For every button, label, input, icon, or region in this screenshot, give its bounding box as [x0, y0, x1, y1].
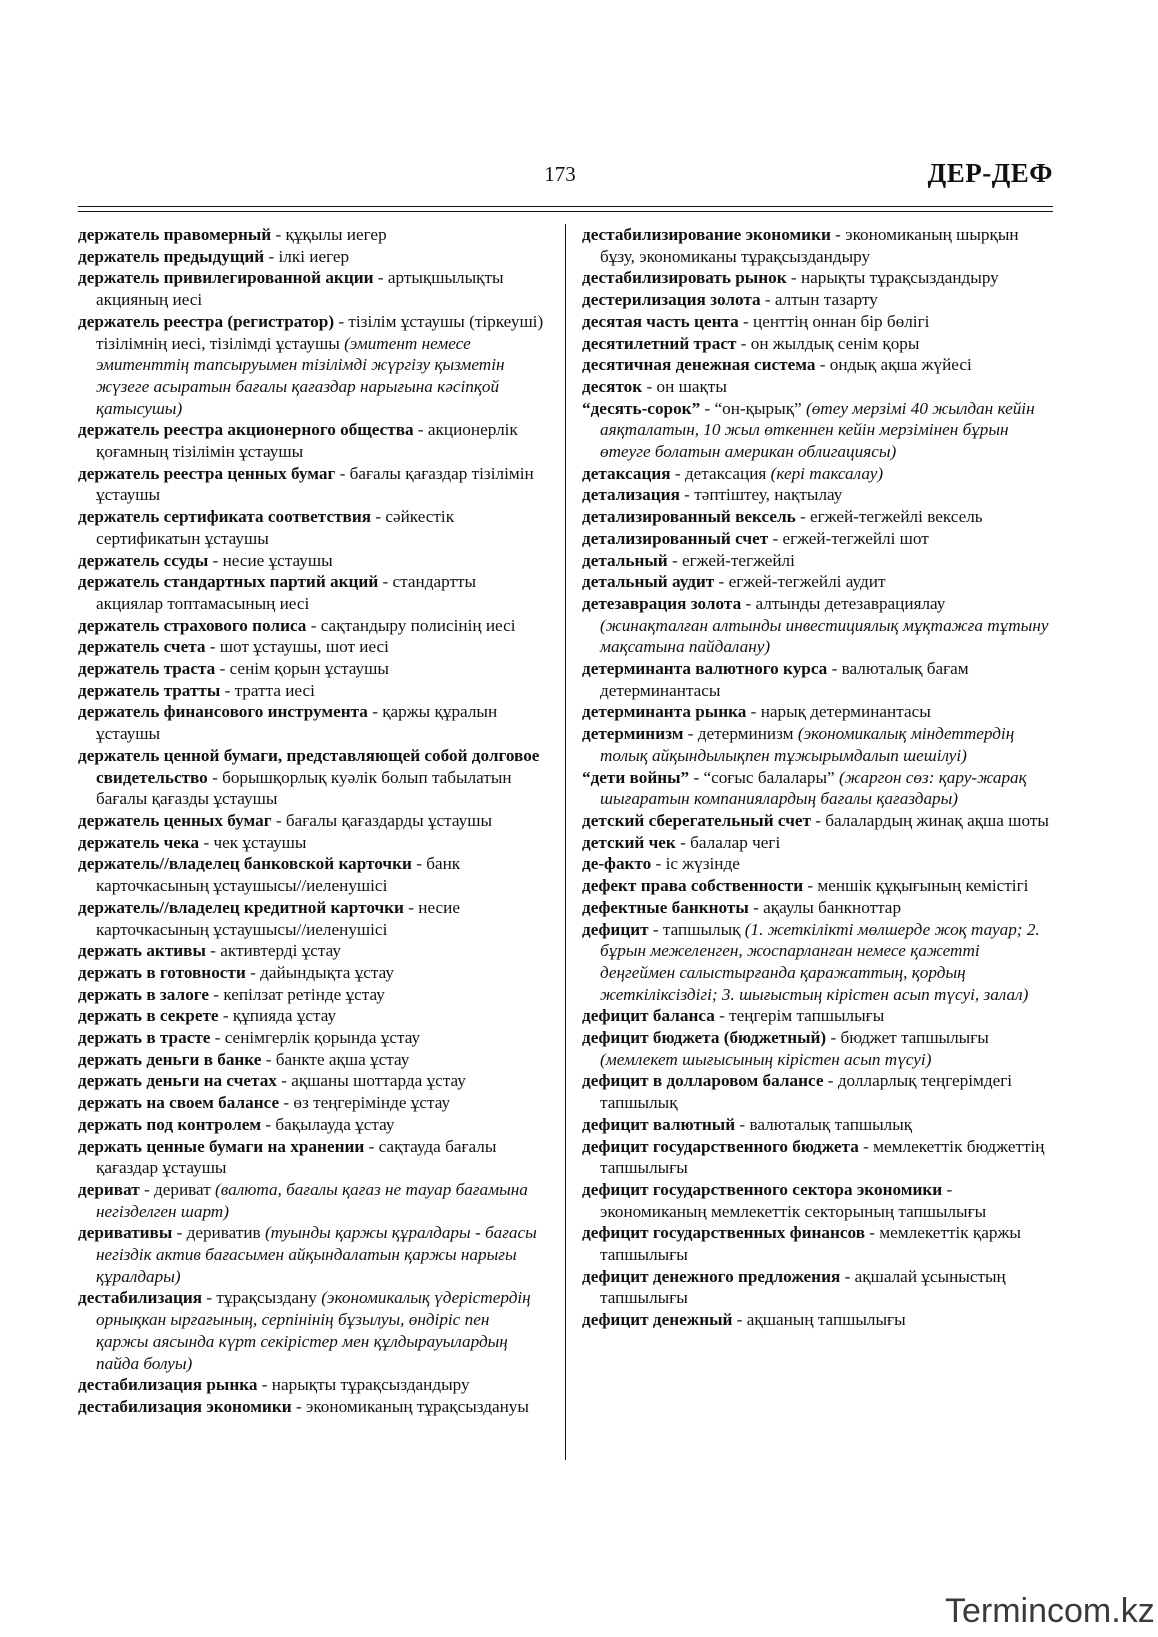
entry-definition: - құпияда ұстау — [218, 1006, 337, 1026]
entry-definition: - артықшылықты акцияның иесі — [96, 268, 504, 310]
dictionary-entry — [582, 875, 1054, 897]
entry-definition: - тізілім ұстаушы (тіркеуші) тізілімнің иесі, тізілімді ұстаушы — [96, 311, 544, 353]
entry-definition: - алтынды детезаврациялау — [741, 593, 946, 613]
dictionary-entry — [78, 701, 546, 744]
entry-term: дестабилизирование экономики — [582, 225, 831, 244]
entry-term: дефицит — [582, 919, 649, 939]
column-divider — [565, 224, 566, 1460]
entry-term: детерминанта валютного курса — [582, 659, 828, 679]
entry-definition: - бағалы қағаздар тізілімін ұстаушы — [96, 463, 534, 505]
entry-term: дефицит денежного предложения — [582, 1266, 841, 1286]
entry-term: дестабилизация — [78, 1288, 203, 1308]
dictionary-entry — [582, 853, 1054, 875]
entry-note: (мемлекет шығысының кірістен асып түсуі) — [600, 1049, 932, 1069]
dictionary-entry — [582, 832, 1054, 854]
entry-term: держатель страхового полиса — [78, 615, 307, 635]
dictionary-entry — [78, 832, 546, 854]
entry-term: держатель правомерный — [78, 225, 272, 244]
entry-term: держатель финансового инструмента — [78, 702, 368, 722]
dictionary-entry — [78, 897, 546, 940]
dictionary-entry — [582, 224, 1054, 267]
entry-term: держать в секрете — [78, 1006, 219, 1026]
entry-definition: - центтің оннан бір бөлігі — [738, 311, 930, 331]
entry-term: держать деньги в банке — [78, 1049, 262, 1069]
entry-term: “десять-сорок” — [582, 398, 701, 418]
entry-note: (экономикалық үдерістердің орнықкан ырғағының, серпінінің бұзылуы, өндіріс пен қаржы аясында күрт секірістер мен құлдырауылардың пайда болуы) — [96, 1288, 531, 1373]
dictionary-entry — [78, 463, 546, 506]
entry-definition: - несие ұстаушы — [208, 550, 333, 570]
entry-term: детализация — [582, 485, 680, 505]
dictionary-entry — [78, 962, 546, 984]
entry-term: держатель реестра (регистратор) — [78, 311, 335, 331]
entry-term: держать на своем балансе — [78, 1093, 280, 1113]
entry-definition: - чек ұстаушы — [199, 832, 307, 852]
dictionary-entry — [582, 289, 1054, 311]
entry-definition: - борышқорлық куәлік болып табылатын бағалы қағазды ұстаушы — [96, 767, 512, 809]
entry-term: держатель реестра акционерного общества — [78, 420, 414, 440]
entry-term: держатель ценных бумаг — [78, 810, 272, 830]
dictionary-entry — [78, 1287, 546, 1374]
entry-definition: - тұрақсыздану — [202, 1288, 322, 1308]
running-head: ДЕР-ДЕФ — [927, 158, 1053, 188]
entry-note: (валюта, бағалы қағаз не тауар бағамына негізделген шарт) — [96, 1179, 528, 1221]
entry-definition: - өз теңгерімінде ұстау — [279, 1093, 451, 1113]
entry-definition: - іс жүзінде — [651, 854, 740, 874]
entry-definition: - экономиканың мемлекеттік секторының тапшылығы — [600, 1179, 987, 1221]
entry-definition: - нарық детерминантасы — [746, 702, 931, 722]
dictionary-entry — [78, 1049, 546, 1071]
dictionary-entry — [78, 267, 546, 310]
page-number: 173 — [544, 162, 576, 186]
entry-definition: - сенімгерлік қорында ұстау — [210, 1028, 421, 1048]
dictionary-entry — [582, 701, 1054, 723]
dictionary-entry — [582, 463, 1054, 485]
entry-definition: - экономиканың тұрақсыздануы — [291, 1396, 529, 1416]
entry-definition: - ақшалай ұсыныстың тапшылығы — [600, 1266, 1006, 1308]
dictionary-entry — [582, 311, 1054, 333]
entry-definition: - “он-қырық” — [700, 398, 806, 418]
dictionary-entry — [78, 1222, 546, 1287]
entry-term: десяток — [582, 376, 643, 396]
dictionary-entry — [78, 1374, 546, 1396]
dictionary-entry — [582, 1114, 1054, 1136]
entry-definition: - егжей-тегжейлі аудит — [714, 572, 886, 592]
entry-definition: - меншік құқығының кемістігі — [803, 876, 1029, 896]
entry-definition: - егжей-тегжейлі шот — [768, 528, 929, 548]
entry-term: держать в готовности — [78, 962, 246, 982]
entry-definition: - шот ұстаушы, шот иесі — [205, 637, 389, 657]
entry-note: (1. жеткілікті мөлшерде жоқ тауар; 2. бұрын межеленген, жоспарланған немесе қажетті деңгеймен салыстырғанда қаражаттың, қордың жеткіліксіздігі; 3. шығыстың кірістен асып түсуі, залал) — [600, 919, 1040, 1004]
dictionary-entry — [78, 1114, 546, 1136]
dictionary-entry — [582, 571, 1054, 593]
entry-definition: - дайындықта ұстау — [245, 962, 394, 982]
entry-term: десятая часть цента — [582, 311, 739, 331]
entry-note: (эмитент немесе эмитенттің тапсыруымен тізілімді жүргізу қызметін жүзеге асыратын бағалы қағаздар нарығына кәсіпқой қатысушы) — [96, 333, 505, 418]
dictionary-entry — [582, 810, 1054, 832]
dictionary-entry — [78, 615, 546, 637]
dictionary-entry — [582, 376, 1054, 398]
entry-definition: - акционерлік қоғамның тізілімін ұстаушы — [96, 420, 518, 462]
entry-term: держать в залоге — [78, 984, 209, 1004]
entry-term: держать под контролем — [78, 1114, 262, 1134]
entry-definition: - несие карточкасының ұстаушысы//иеленушісі — [96, 897, 460, 939]
entry-term: деривативы — [78, 1223, 173, 1243]
entry-definition: - мемлекеттік қаржы тапшылығы — [600, 1223, 1021, 1265]
header-rule-bottom — [78, 211, 1053, 212]
entry-term: “дети войны” — [582, 767, 690, 787]
entry-definition: - ондық ақша жүйесі — [815, 355, 972, 375]
entry-definition: - егжей-тегжейлі вексель — [795, 507, 983, 527]
entry-definition: - он шақты — [642, 376, 727, 396]
dictionary-entry — [78, 853, 546, 896]
entry-term: держатель предыдущий — [78, 246, 265, 266]
entry-term: держатель привилегированной акции — [78, 268, 374, 288]
entry-term: держатель стандартных партий акций — [78, 572, 379, 592]
entry-definition: - ілкі иегер — [264, 246, 350, 266]
entry-definition: - егжей-тегжейлі — [667, 550, 795, 570]
dictionary-entry — [78, 246, 546, 268]
dictionary-entry — [582, 528, 1054, 550]
dictionary-entry — [78, 1092, 546, 1114]
entry-term: дестабилизация экономики — [78, 1396, 292, 1416]
entry-definition: - бағалы қағаздарды ұстаушы — [271, 810, 493, 830]
entry-definition: - балалар чегі — [675, 832, 781, 852]
dictionary-entry — [582, 919, 1054, 1006]
entry-term: дефицит денежный — [582, 1310, 733, 1330]
entry-definition: - дериват — [139, 1179, 216, 1199]
entry-definition: - детерминизм — [683, 724, 798, 744]
dictionary-entry — [582, 1005, 1054, 1027]
entry-term: держатель ссуды — [78, 550, 209, 570]
entry-term: детализированный вексель — [582, 507, 796, 527]
entry-term: дефект права собственности — [582, 876, 804, 896]
dictionary-entry — [78, 506, 546, 549]
dictionary-entry — [582, 1266, 1054, 1309]
dictionary-entry — [78, 1136, 546, 1179]
dictionary-entry — [78, 1179, 546, 1222]
entry-term: детальный — [582, 550, 668, 570]
entry-term: детерминанта рынка — [582, 702, 747, 722]
entry-definition: - банкте ақша ұстау — [261, 1049, 410, 1069]
dictionary-entry — [78, 571, 546, 614]
entry-term: дефицит валютный — [582, 1114, 736, 1134]
entry-definition: - кепілзат ретінде ұстау — [209, 984, 385, 1004]
entry-definition: - нарықты тұрақсыздандыру — [257, 1375, 470, 1395]
entry-definition: - алтын тазарту — [760, 290, 878, 310]
entry-definition: - ақшаны шоттарда ұстау — [276, 1071, 466, 1091]
entry-term: дефицит бюджета (бюджетный) — [582, 1028, 827, 1048]
entry-term: держатель//владелец банковской карточки — [78, 854, 412, 874]
entry-definition: - ақаулы банкноттар — [748, 897, 902, 917]
entry-note: (туынды қаржы құралдары - бағасы негіздік актив бағасымен айқындалатын қаржы нарығы құралдары) — [96, 1223, 537, 1286]
dictionary-entry — [78, 311, 546, 420]
dictionary-entry — [78, 1005, 546, 1027]
dictionary-entry — [582, 333, 1054, 355]
entry-term: дефектные банкноты — [582, 897, 749, 917]
dictionary-entry — [582, 1027, 1054, 1070]
entry-definition: - теңгерім тапшылығы — [714, 1006, 885, 1026]
entry-term: детаксация — [582, 463, 671, 483]
entry-note: (жаргон сөз: қару-жарақ шығаратын компаниялардың бағалы қағаздары) — [600, 767, 1027, 809]
entry-definition: - нарықты тұрақсыздандыру — [786, 268, 999, 288]
dictionary-entry — [78, 1396, 546, 1418]
dictionary-entry — [582, 1222, 1054, 1265]
dictionary-entry — [582, 1070, 1054, 1113]
entry-definition: - долларлық теңгерімдегі тапшылық — [600, 1071, 1013, 1113]
entry-term: дестабилизация рынка — [78, 1375, 258, 1395]
entry-term: десятилетний траст — [582, 333, 737, 353]
entry-definition: - активтерді ұстау — [205, 941, 341, 961]
dictionary-entry — [78, 224, 546, 246]
entry-term: дефицит в долларовом балансе — [582, 1071, 824, 1091]
entry-definition: - мемлекеттік бюджеттің тапшылығы — [600, 1136, 1045, 1178]
entry-term: дестабилизировать рынок — [582, 268, 787, 288]
dictionary-entry — [78, 658, 546, 680]
dictionary-entry — [78, 810, 546, 832]
entry-definition: - тратта иесі — [220, 680, 315, 700]
entry-definition: - экономиканың шырқын бұзу, экономиканы тұрақсыздандыру — [600, 225, 1019, 266]
entry-term: детализированный счет — [582, 528, 769, 548]
dictionary-entry — [582, 398, 1054, 463]
termincom-logo: Termincom.kz — [945, 1592, 1155, 1630]
entry-term: держатель ценной бумаги, представляющей собой долговое свидетельство — [78, 745, 540, 787]
entry-term: детский сберегательный счет — [582, 810, 811, 830]
entry-definition: - стандартты акциялар топтамасының иесі — [96, 572, 477, 613]
entry-definition: - “соғыс балалары” — [689, 767, 839, 787]
entry-definition: - сәйкестік сертификатын ұстаушы — [96, 507, 455, 548]
entry-term: держатель реестра ценных бумаг — [78, 463, 336, 483]
right-column — [582, 224, 1054, 1331]
entry-term: детский чек — [582, 832, 676, 852]
entry-term: держатель сертификата соответствия — [78, 507, 372, 527]
dictionary-entry — [78, 550, 546, 572]
dictionary-entry — [582, 723, 1054, 766]
dictionary-entry — [582, 484, 1054, 506]
entry-definition: - сенім қорын ұстаушы — [215, 659, 389, 679]
dictionary-entry — [78, 940, 546, 962]
entry-term: держать в трасте — [78, 1028, 211, 1048]
entry-definition: - валюталық тапшылық — [735, 1114, 913, 1134]
entry-term: десятичная денежная система — [582, 355, 816, 375]
entry-note: (жинақталған алтынды инвестициялық мұқтажға тұтыну мақсатына пайдалану) — [600, 615, 1049, 657]
dictionary-entry — [582, 658, 1054, 701]
entry-term: держать ценные бумаги на хранении — [78, 1136, 365, 1156]
entry-term: держатель чека — [78, 832, 200, 852]
entry-definition: - сақтандыру полисінің иесі — [306, 615, 516, 635]
entry-definition: - дериватив — [172, 1223, 265, 1243]
entry-term: дефицит государственных финансов — [582, 1223, 865, 1243]
entry-definition: - тапшылық — [648, 919, 745, 939]
dictionary-entry — [582, 1309, 1054, 1331]
entry-note: (экономикалық міндеттердің толық айқындылықпен тұжырымдалып шешілуі) — [600, 724, 1015, 765]
dictionary-entry — [582, 1136, 1054, 1179]
entry-term: дестерилизация золота — [582, 290, 761, 310]
dictionary-entry — [78, 1070, 546, 1092]
entry-definition: - балалардың жинақ ақша шоты — [810, 810, 1049, 830]
dictionary-entry — [582, 897, 1054, 919]
entry-note: (кері таксалау) — [770, 463, 884, 483]
entry-term: держатель тратты — [78, 680, 221, 700]
entry-term: дефицит государственного бюджета — [582, 1136, 859, 1156]
entry-term: держатель счета — [78, 637, 206, 657]
entry-note: (өтеу мерзімі 40 жылдан кейін аяқталатын, 10 жыл өткеннен кейін мерзімінен бұрын өтеуге болатын американ облигациясы) — [600, 398, 1035, 462]
left-column — [78, 224, 546, 1418]
entry-term: дериват — [78, 1179, 140, 1199]
dictionary-entry — [78, 745, 546, 810]
dictionary-entry — [582, 354, 1054, 376]
entry-term: детерминизм — [582, 724, 684, 744]
entry-term: держатель траста — [78, 659, 216, 679]
entry-definition: - ақшаның тапшылығы — [732, 1310, 906, 1330]
dictionary-entry — [582, 593, 1054, 658]
entry-definition: - валюталық бағам детерминантасы — [600, 659, 969, 700]
dictionary-entry — [78, 680, 546, 702]
entry-definition: - он жылдық сенім қоры — [736, 333, 920, 353]
dictionary-entry — [582, 506, 1054, 528]
dictionary-entry — [582, 550, 1054, 572]
entry-term: дефицит государственного сектора экономики — [582, 1179, 943, 1199]
dictionary-entry — [78, 419, 546, 462]
entry-definition: - детаксация — [670, 463, 771, 483]
dictionary-entry — [582, 267, 1054, 289]
entry-definition: - бюджет тапшылығы — [826, 1028, 989, 1048]
entry-definition: - банк карточкасының ұстаушысы//иеленушісі — [96, 854, 461, 896]
header-rule-top — [78, 206, 1053, 207]
entry-term: держатель//владелец кредитной карточки — [78, 897, 404, 917]
entry-term: держать активы — [78, 941, 206, 961]
entry-term: держать деньги на счетах — [78, 1071, 277, 1091]
entry-definition: - құқылы иегер — [271, 225, 387, 244]
entry-term: детезаврация золота — [582, 593, 742, 613]
dictionary-entry — [582, 1179, 1054, 1222]
dictionary-entry — [78, 984, 546, 1006]
entry-term: дефицит баланса — [582, 1006, 715, 1026]
entry-term: детальный аудит — [582, 572, 715, 592]
dictionary-entry — [78, 1027, 546, 1049]
dictionary-entry — [582, 767, 1054, 810]
entry-definition: - сақтауда бағалы қағаздар ұстаушы — [96, 1136, 497, 1178]
entry-term: де-факто — [582, 854, 652, 874]
entry-definition: - тәптіштеу, нақтылау — [679, 485, 843, 505]
dictionary-entry — [78, 636, 546, 658]
entry-definition: - бақылауда ұстау — [261, 1114, 395, 1134]
entry-definition: - қаржы құралын ұстаушы — [96, 702, 498, 744]
